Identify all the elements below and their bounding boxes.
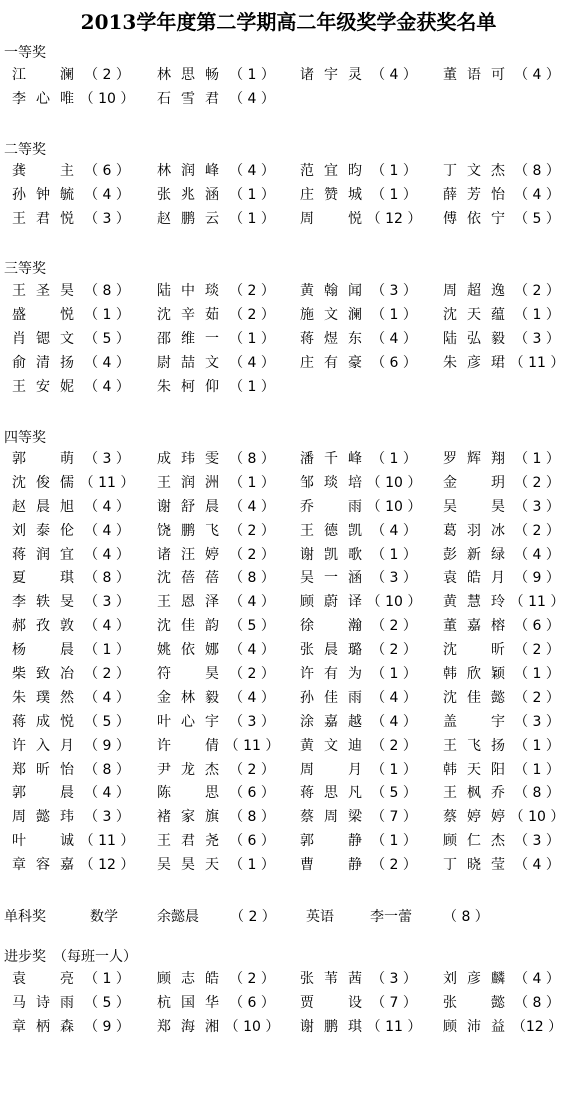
winner-name: 葛羽冰 (443, 522, 505, 539)
class-number: （ 8 ） (514, 785, 560, 802)
class-number: （ 11 ） (224, 737, 280, 754)
class-number: （ 10 ） (366, 594, 422, 611)
winner-name: 江 澜 (12, 67, 74, 83)
award-grid (0, 64, 577, 112)
winner-name: 沈俊儒 (12, 474, 74, 491)
winner-name: 柴致冶 (12, 666, 74, 683)
class-number: （ 6 ） (371, 354, 417, 371)
award-grid (0, 968, 577, 1040)
class-number: （ 2 ） (229, 306, 275, 323)
winner-name: 张 懿 (443, 994, 505, 1011)
class-number: （ 1 ） (371, 451, 417, 467)
winner-name: 孙钟毓 (12, 186, 74, 203)
winner-name: 尹龙杰 (157, 761, 219, 778)
class-number: （ 4 ） (84, 186, 130, 203)
class-number: （ 2 ） (229, 546, 275, 563)
winner-name: 陆弘毅 (443, 330, 505, 347)
page-title: 2013学年度第二学期高二年级奖学金获奖名单 (80, 10, 497, 34)
winner-name: 周 悦 (300, 210, 362, 227)
winner-name: 叶心宇 (157, 713, 219, 730)
winner-name: 韩天阳 (443, 761, 505, 778)
winner-name: 陈 思 (157, 785, 219, 802)
award-row (0, 735, 577, 759)
class-number: （ 2 ） (230, 909, 276, 925)
winner-name: 褚家旗 (157, 809, 219, 826)
award-row (0, 830, 577, 854)
winner-name: 黄慧玲 (443, 594, 505, 611)
class-number: （ 12 ） (366, 210, 422, 227)
class-number: （ 2 ） (514, 642, 560, 659)
winner-name: 周懿玮 (12, 809, 74, 826)
class-number: （ 2 ） (371, 737, 417, 754)
class-number: （ 11 ） (509, 594, 565, 611)
winner-name: 赵鹏云 (157, 210, 219, 227)
winner-name: 郭 萌 (12, 451, 74, 467)
winner-name: 顾蔚译 (300, 594, 362, 611)
winner-name: 王飞扬 (443, 737, 505, 754)
award-row (0, 160, 577, 184)
winner-name: 庄有豪 (300, 354, 362, 371)
section-heading: 进步奖 （每班一人） (4, 949, 137, 965)
class-number: （ 4 ） (371, 67, 417, 83)
winner-name: 金林毅 (157, 689, 219, 706)
class-number: （ 2 ） (514, 283, 560, 299)
class-number: （ 1 ） (229, 186, 275, 203)
winner-name: 饶鹏飞 (157, 522, 219, 539)
winner-name: 王恩泽 (157, 594, 219, 611)
winner-name: 姚依娜 (157, 642, 219, 659)
award-row (0, 304, 577, 328)
winner-name: 尉喆文 (157, 354, 219, 371)
winner-name: 丁晓莹 (443, 857, 505, 874)
winner-name: 王枫乔 (443, 785, 505, 802)
winner-name: 俞清扬 (12, 354, 74, 371)
winner-name: 罗辉翔 (443, 451, 505, 467)
winner-name: 彭新绿 (443, 546, 505, 563)
class-number: （ 1 ） (514, 306, 560, 323)
section-heading: 一等奖 (4, 45, 46, 61)
winner-name: 龚 主 (12, 163, 74, 179)
class-number: （ 1 ） (229, 474, 275, 491)
class-number: （ 2 ） (229, 522, 275, 539)
award-row (0, 639, 577, 663)
winner-name: 顾沛益 (443, 1018, 505, 1035)
class-number: （ 1 ） (229, 378, 275, 395)
class-number: （ 1 ） (229, 330, 275, 347)
award-row (0, 328, 577, 352)
winner-name: 林润峰 (157, 163, 219, 179)
award-row (0, 615, 577, 639)
winner-name: 贾 设 (300, 994, 362, 1011)
winner-name: 陆中琰 (157, 283, 219, 299)
award-row (0, 472, 577, 496)
winner-name: 郑昕怡 (12, 761, 74, 778)
winner-name: 蔡周梁 (300, 809, 362, 826)
class-number: （ 8 ） (229, 451, 275, 467)
class-number: （ 9 ） (84, 737, 130, 754)
winner-name: 许有为 (300, 666, 362, 683)
class-number: （ 10 ） (366, 474, 422, 491)
class-number: （ 4 ） (229, 498, 275, 515)
winner-name: 袁 亮 (12, 971, 74, 987)
class-number: （ 8 ） (514, 994, 560, 1011)
class-number: （ 1 ） (514, 761, 560, 778)
winner-name: 石雪君 (157, 90, 219, 107)
winner-name: 薛芳怡 (443, 186, 505, 203)
class-number: （ 5 ） (371, 785, 417, 802)
award-row (0, 376, 577, 400)
single-subject-award (0, 906, 577, 928)
class-number: （ 2 ） (371, 618, 417, 635)
winner-name: 盖 宇 (443, 713, 505, 730)
winner-name: 乔 雨 (300, 498, 362, 515)
winner-name: 谢凯歌 (300, 546, 362, 563)
winner-name: 金 玥 (443, 474, 505, 491)
winner-name: 李心唯 (12, 90, 74, 107)
winner-name: 章容嘉 (12, 857, 74, 874)
class-number: （ 2 ） (84, 666, 130, 683)
class-number: （ 11 ） (79, 474, 135, 491)
winner-name: 董语可 (443, 67, 505, 83)
award-row (0, 711, 577, 735)
winner-name: 张苇茜 (300, 971, 362, 987)
winner-name: 庄赞城 (300, 186, 362, 203)
winner-name: 王润洲 (157, 474, 219, 491)
class-number: （ 8 ） (229, 570, 275, 587)
winner-name: 盛 悦 (12, 306, 74, 323)
class-number: （ 2 ） (229, 761, 275, 778)
class-number: （ 4 ） (514, 971, 560, 987)
class-number: （ 8 ） (84, 761, 130, 778)
award-row (0, 992, 577, 1016)
award-row (0, 352, 577, 376)
winner-name: 王安妮 (12, 378, 74, 395)
section-heading: 四等奖 (4, 430, 46, 446)
winner-name: 李一蕾 (370, 909, 412, 925)
class-number: （ 4 ） (84, 785, 130, 802)
winner-name: 余懿晨 (157, 909, 199, 925)
class-number: （ 11 ） (79, 833, 135, 850)
winner-name: 王圣昊 (12, 283, 74, 299)
winner-name: 蔡婷婷 (443, 809, 505, 826)
class-number: （ 3 ） (371, 971, 417, 987)
class-number: （ 1 ） (371, 546, 417, 563)
winner-name: 邵维一 (157, 330, 219, 347)
winner-name: 许 倩 (157, 737, 219, 754)
class-number: （ 3 ） (84, 809, 130, 826)
class-number: （ 3 ） (229, 713, 275, 730)
winner-name: 杨 晨 (12, 642, 74, 659)
class-number: （ 1 ） (371, 163, 417, 179)
class-number: （ 1 ） (229, 67, 275, 83)
winner-name: 沈辛茹 (157, 306, 219, 323)
award-row (0, 496, 577, 520)
award-grid (0, 160, 577, 232)
winner-name: 王君悦 (12, 210, 74, 227)
winner-name: 王德凯 (300, 522, 362, 539)
class-number: （ 8 ） (84, 570, 130, 587)
winner-name: 杭国华 (157, 994, 219, 1011)
class-number: （ 7 ） (371, 994, 417, 1011)
winner-name: 蒋润宜 (12, 546, 74, 563)
winner-name: 董嘉榕 (443, 618, 505, 635)
class-number: （ 2 ） (514, 689, 560, 706)
winner-name: 张兆涵 (157, 186, 219, 203)
class-number: （ 1 ） (371, 833, 417, 850)
class-number: （ 4 ） (229, 689, 275, 706)
class-number: （ 4 ） (229, 90, 275, 107)
winner-name: 刘泰伦 (12, 522, 74, 539)
winner-name: 郭 静 (300, 833, 362, 850)
class-number: （ 3 ） (84, 451, 130, 467)
class-number: （ 1 ） (229, 210, 275, 227)
class-number: （ 1 ） (84, 306, 130, 323)
class-number: （ 5 ） (84, 713, 130, 730)
award-row (0, 88, 577, 112)
class-number: （ 4 ） (371, 522, 417, 539)
class-number: （ 4 ） (514, 857, 560, 874)
winner-name: 章柄森 (12, 1018, 74, 1035)
winner-name: 范宜昀 (300, 163, 362, 179)
class-number: （ 8 ） (229, 809, 275, 826)
class-number: （ 3 ） (371, 283, 417, 299)
single-subject-heading: 单科奖 (4, 909, 46, 925)
class-number: （ 11 ） (366, 1018, 422, 1035)
winner-name: 叶 诚 (12, 833, 74, 850)
winner-name: 朱彦珺 (443, 354, 505, 371)
winner-name: 赵晨旭 (12, 498, 74, 515)
winner-name: 丁文杰 (443, 163, 505, 179)
class-number: （ 1 ） (229, 857, 275, 874)
winner-name: 潘千峰 (300, 451, 362, 467)
class-number: （ 10 ） (509, 809, 565, 826)
class-number: （ 9 ） (514, 570, 560, 587)
subject-math: 数学 (90, 909, 118, 925)
winner-name: 成玮雯 (157, 451, 219, 467)
award-row (0, 520, 577, 544)
class-number: （ 8 ） (84, 283, 130, 299)
class-number: （ 6 ） (229, 785, 275, 802)
winner-name: 顾志皓 (157, 971, 219, 987)
award-row (0, 806, 577, 830)
winner-name: 蒋思凡 (300, 785, 362, 802)
class-number: （ 1 ） (371, 186, 417, 203)
winner-name: 施文澜 (300, 306, 362, 323)
class-number: （12 ） (511, 1018, 563, 1035)
award-row (0, 567, 577, 591)
class-number: （ 11 ） (509, 354, 565, 371)
winner-name: 夏 琪 (12, 570, 74, 587)
class-number: （ 4 ） (371, 330, 417, 347)
class-number: （ 3 ） (514, 330, 560, 347)
class-number: （ 3 ） (84, 594, 130, 611)
class-number: （ 2 ） (371, 857, 417, 874)
class-number: （ 7 ） (371, 809, 417, 826)
class-number: （ 4 ） (84, 378, 130, 395)
winner-name: 沈佳韵 (157, 618, 219, 635)
class-number: （ 6 ） (229, 994, 275, 1011)
class-number: （ 10 ） (224, 1018, 280, 1035)
award-row (0, 544, 577, 568)
award-row (0, 1016, 577, 1040)
class-number: （ 4 ） (84, 522, 130, 539)
winner-name: 黄文迪 (300, 737, 362, 754)
class-number: （ 1 ） (514, 666, 560, 683)
winner-name: 顾仁杰 (443, 833, 505, 850)
winner-name: 黄翰闻 (300, 283, 362, 299)
winner-name: 张晨璐 (300, 642, 362, 659)
winner-name: 王君尧 (157, 833, 219, 850)
winner-name: 周超逸 (443, 283, 505, 299)
winner-name: 孙佳雨 (300, 689, 362, 706)
winner-name: 沈 昕 (443, 642, 505, 659)
winner-name: 诸宇灵 (300, 67, 362, 83)
class-number: （ 2 ） (371, 642, 417, 659)
class-number: （ 8 ） (443, 909, 489, 925)
class-number: （ 4 ） (371, 689, 417, 706)
class-number: （ 2 ） (229, 283, 275, 299)
class-number: （ 4 ） (84, 546, 130, 563)
class-number: （ 2 ） (514, 522, 560, 539)
class-number: （ 1 ） (84, 642, 130, 659)
class-number: （ 1 ） (371, 306, 417, 323)
class-number: （ 6 ） (229, 833, 275, 850)
class-number: （ 5 ） (84, 994, 130, 1011)
class-number: （ 2 ） (229, 971, 275, 987)
winner-name: 蒋成悦 (12, 713, 74, 730)
class-number: （ 3 ） (371, 570, 417, 587)
class-number: （ 4 ） (514, 186, 560, 203)
award-row (0, 663, 577, 687)
winner-name: 郝孜敦 (12, 618, 74, 635)
class-number: （ 4 ） (514, 546, 560, 563)
winner-name: 吴 昊 (443, 498, 505, 515)
winner-name: 郑海湘 (157, 1018, 219, 1035)
winner-name: 许入月 (12, 737, 74, 754)
class-number: （ 3 ） (514, 713, 560, 730)
class-number: （ 9 ） (84, 1018, 130, 1035)
class-number: （ 6 ） (514, 618, 560, 635)
winner-name: 沈天蕴 (443, 306, 505, 323)
winner-name: 周 月 (300, 761, 362, 778)
award-row (0, 184, 577, 208)
winner-name: 吴昊天 (157, 857, 219, 874)
class-number: （ 2 ） (229, 666, 275, 683)
class-number: （ 4 ） (229, 642, 275, 659)
class-number: （ 10 ） (79, 90, 135, 107)
class-number: （ 6 ） (84, 163, 130, 179)
class-number: （ 4 ） (84, 689, 130, 706)
winner-name: 韩欣颖 (443, 666, 505, 683)
winner-name: 沈蓓蓓 (157, 570, 219, 587)
subject-english: 英语 (306, 909, 334, 925)
award-row (0, 854, 577, 878)
class-number: （ 2 ） (84, 67, 130, 83)
class-number: （ 1 ） (371, 761, 417, 778)
class-number: （ 4 ） (84, 618, 130, 635)
winner-name: 蒋煜东 (300, 330, 362, 347)
class-number: （ 5 ） (84, 330, 130, 347)
award-grid (0, 448, 577, 878)
class-number: （ 1 ） (84, 971, 130, 987)
award-row (0, 64, 577, 88)
class-number: （ 4 ） (514, 67, 560, 83)
winner-name: 傅依宁 (443, 210, 505, 227)
award-row (0, 280, 577, 304)
winner-name: 郭 晨 (12, 785, 74, 802)
class-number: （ 1 ） (371, 666, 417, 683)
winner-name: 邹琰培 (300, 474, 362, 491)
class-number: （ 3 ） (514, 833, 560, 850)
class-number: （ 4 ） (229, 594, 275, 611)
winner-name: 林思畅 (157, 67, 219, 83)
class-number: （ 5 ） (514, 210, 560, 227)
winner-name: 肖锶文 (12, 330, 74, 347)
award-row (0, 759, 577, 783)
winner-name: 袁皓月 (443, 570, 505, 587)
section-heading: 三等奖 (4, 261, 46, 277)
class-number: （ 4 ） (371, 713, 417, 730)
winner-name: 谢鹏琪 (300, 1018, 362, 1035)
winner-name: 马诗雨 (12, 994, 74, 1011)
class-number: （ 5 ） (229, 618, 275, 635)
class-number: （ 4 ） (229, 354, 275, 371)
class-number: （ 3 ） (84, 210, 130, 227)
winner-name: 谢舒晨 (157, 498, 219, 515)
winner-name: 符 昊 (157, 666, 219, 683)
winner-name: 吴一涵 (300, 570, 362, 587)
class-number: （ 3 ） (514, 498, 560, 515)
award-row (0, 208, 577, 232)
award-row (0, 687, 577, 711)
winner-name: 曹 静 (300, 857, 362, 874)
class-number: （ 10 ） (366, 498, 422, 515)
class-number: （ 12 ） (79, 857, 135, 874)
winner-name: 徐 瀚 (300, 618, 362, 635)
class-number: （ 1 ） (514, 737, 560, 754)
winner-name: 李轶旻 (12, 594, 74, 611)
award-row (0, 782, 577, 806)
section-heading: 二等奖 (4, 142, 46, 158)
award-row (0, 591, 577, 615)
class-number: （ 4 ） (84, 498, 130, 515)
award-row (0, 448, 577, 472)
winner-name: 涂嘉越 (300, 713, 362, 730)
winner-name: 刘彦麟 (443, 971, 505, 987)
winner-name: 诸汪婷 (157, 546, 219, 563)
award-row (0, 968, 577, 992)
class-number: （ 1 ） (514, 451, 560, 467)
winner-name: 朱柯仰 (157, 378, 219, 395)
winner-name: 沈佳懿 (443, 689, 505, 706)
class-number: （ 2 ） (514, 474, 560, 491)
class-number: （ 4 ） (229, 163, 275, 179)
winner-name: 朱璞然 (12, 689, 74, 706)
class-number: （ 4 ） (84, 354, 130, 371)
class-number: （ 8 ） (514, 163, 560, 179)
award-grid (0, 280, 577, 399)
